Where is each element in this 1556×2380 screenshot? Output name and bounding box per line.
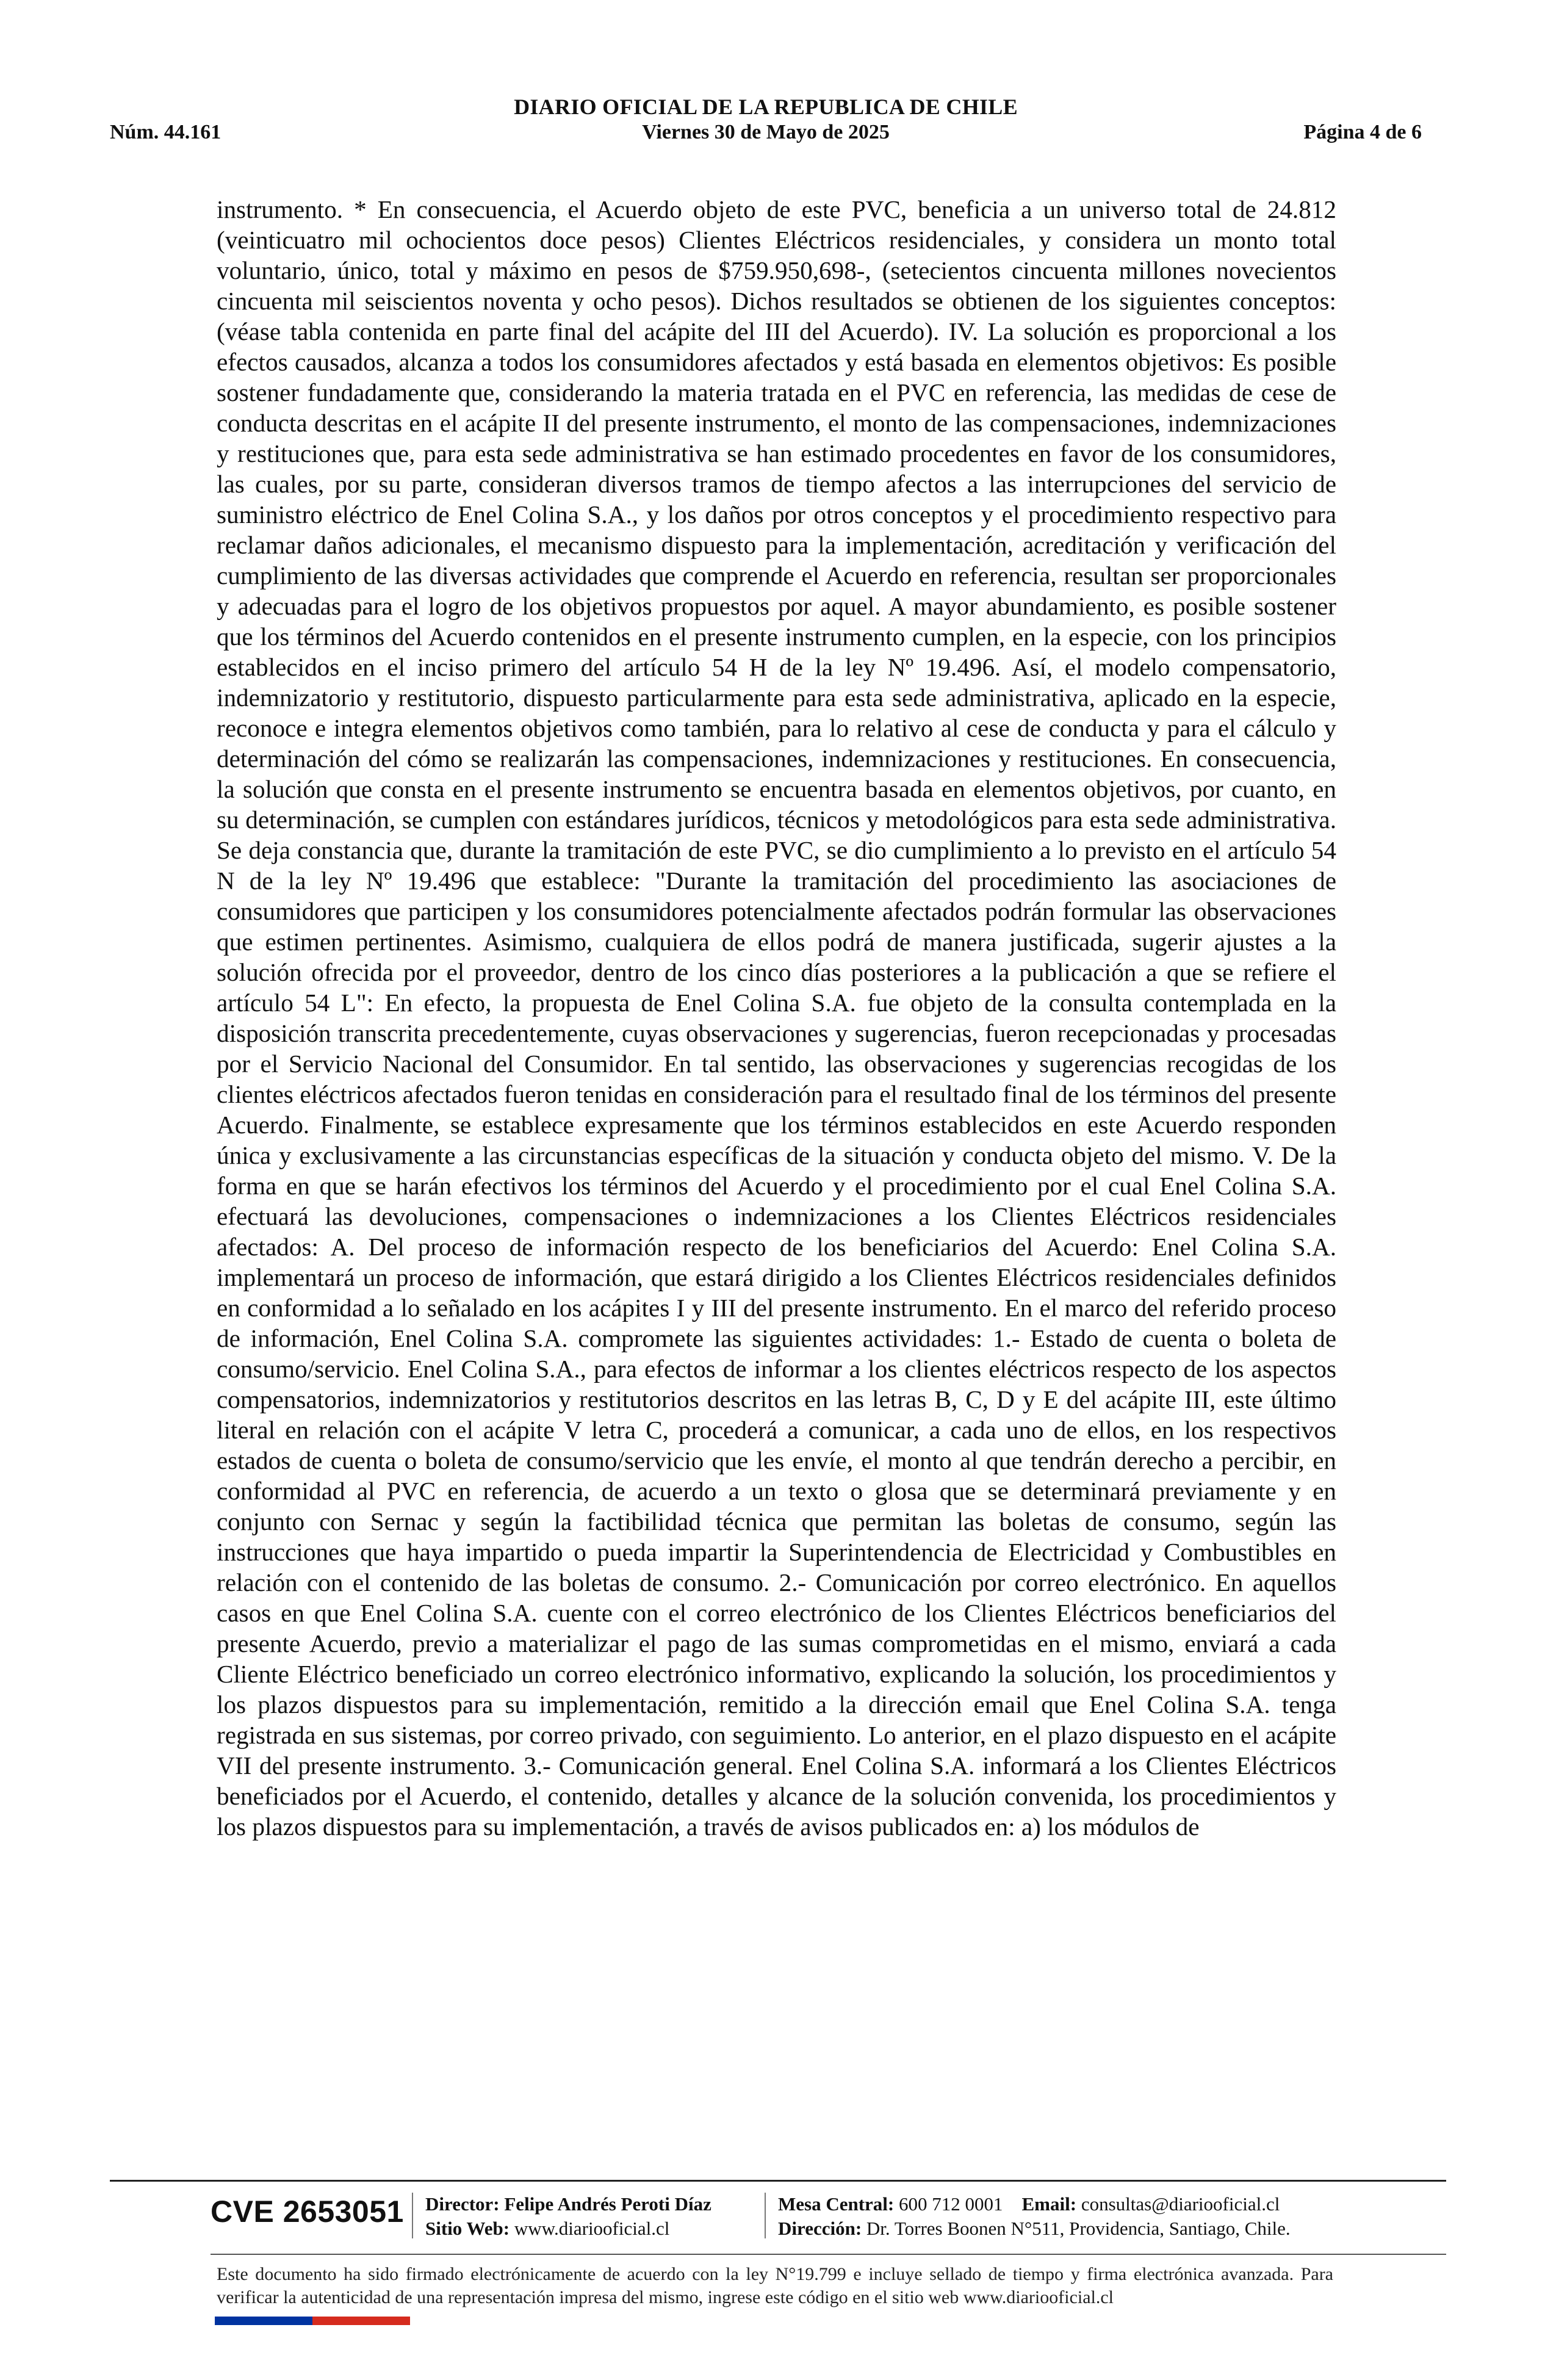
director-label: Director: — [425, 2193, 500, 2215]
site-label: Sitio Web: — [425, 2218, 510, 2239]
issue-number: Núm. 44.161 — [110, 121, 222, 143]
footer-separator — [412, 2193, 413, 2238]
document-body — [217, 194, 1336, 2122]
email-link[interactable]: consultas@diariooficial.cl — [1081, 2193, 1280, 2215]
director-name: Felipe Andrés Peroti Díaz — [504, 2193, 711, 2215]
address-value: Dr. Torres Boonen N°511, Providencia, Santiago, Chile. — [866, 2218, 1291, 2239]
body-paragraph: instrumento. * En consecuencia, el Acuerdo objeto de este PVC, beneficia a un universo total de 24.812 (veinticuatro mil ochocientos doce pesos) Clientes Eléctricos residenciales, y considera un monto total voluntario, único, total y máximo en pesos de $759.950,698-, (setecientos cincuenta millones novecientos cincuenta mil seiscientos noventa y ocho pesos). Dichos resultados se obtienen de los siguientes conceptos: (véase tabla contenida en parte final del acápite del III del Acuerdo). IV. La solución es proporcional a los efectos causados, alcanza a todos los consumidores afectados y está basada en elementos objetivos: Es posible sostener fundadamente que, considerando la materia tratada en el PVC en referencia, las medidas de cese de conducta descritas en el acápite II del presente instrumento, el monto de las compensaciones, indemnizaciones y restituciones que, para esta sede administrativa se han estimado procedentes en favor de los consumidores, las cuales, por su parte, consideran diversos tramos de tiempo afectos a las interrupciones del servicio de suministro eléctrico de Enel Colina S.A., y los daños por otros conceptos y el procedimiento respectivo para reclamar daños adicionales, el mecanismo dispuesto para la implementación, acreditación y verificación del cumplimiento de las diversas actividades que comprende el Acuerdo en referencia, resultan ser proporcionales y adecuadas para el logro de los objetivos propuestos por aquel. A mayor abundamiento, es posible sostener que los términos del Acuerdo contenidos en el presente instrumento cumplen, en la especie, con los principios establecidos en el inciso primero del artículo 54 H de la ley Nº 19.496. Así, el modelo compensatorio, indemnizatorio y restitutorio, dispuesto particularmente para esta sede administrativa, aplicado en la especie, reconoce e integra elementos objetivos como también, para lo relativo al cese de conducta y para el cálculo y determinación del cómo se realizarán las compensaciones, indemnizaciones y restituciones. En consecuencia, la solución que consta en el presente instrumento se encuentra basada en elementos objetivos, por cuanto, en su determinación, se cumplen con estándares jurídicos, técnicos y metodológicos para esta sede administrativa. Se deja constancia que, durante la tramitación de este PVC, se dio cumplimiento a lo previsto en el artículo 54 N de la ley Nº 19.496 que establece: "Durante la tramitación del procedimiento las asociaciones de consumidores que participen y los consumidores potencialmente afectados podrán formular las observaciones que estimen pertinentes. Asimismo, cualquiera de ellos podrá de manera justificada, sugerir ajustes a la solución ofrecida por el proveedor, dentro de los cinco días posteriores a la publicación a que se refiere el artículo 54 L": En efecto, la propuesta de Enel Colina S.A. fue objeto de la consulta contemplada en la disposición transcrita precedentemente, cuyas observaciones y sugerencias, fueron recepcionadas y procesadas por el Servicio Nacional del Consumidor. En tal sentido, las observaciones y sugerencias recogidas de los clientes eléctricos afectados fueron tenidas en consideración para el resultado final de los términos del presente Acuerdo. Finalmente, se establece expresamente que los términos establecidos en este Acuerdo responden única y exclusivamente a las circunstancias específicas de la situación y conducta objeto del mismo. V. De la forma en que se harán efectivos los términos del Acuerdo y el procedimiento por el cual Enel Colina S.A. efectuará las devoluciones, compensaciones o indemnizaciones a los Clientes Eléctricos residenciales afectados: A. Del proceso de información respecto de los beneficiarios del Acuerdo: Enel Colina S.A. implementará un proceso de información, que estará dirigido a los Clientes Eléctricos residenciales definidos en conformidad a lo señalado en los acápites I y III del presente instrumento. En el marco del referido proceso de información, Enel Colina S.A. compromete las siguientes actividades: 1.- Estado de cuenta o boleta de consumo/servicio. Enel Colina S.A., para efectos de informar a los clientes eléctricos respecto de los aspectos compensatorios, indemnizatorios y restitutorios descritos en las letras B, C, D y E del acápite III, este último literal en relación con el acápite V letra C, procederá a comunicar, a cada uno de ellos, en los respectivos estados de cuenta o boleta de consumo/servicio que les envíe, el monto al que tendrán derecho a percibir, en conformidad al PVC en referencia, de acuerdo a un texto o glosa que se determinará previamente y en conjunto con Sernac y según la factibilidad técnica que permitan las boletas de consumo, según las instrucciones que haya impartido o pueda impartir la Superintendencia de Electricidad y Combustibles en relación con el contenido de las boletas de consumo. 2.- Comunicación por correo electrónico. En aquellos casos en que Enel Colina S.A. cuente con el correo electrónico de los Clientes Eléctricos beneficiarios del presente Acuerdo, previo a materializar el pago de las sumas comprometidas en el mismo, enviará a cada Cliente Eléctrico beneficiado un correo electrónico informativo, explicando la solución, los procedimientos y los plazos dispuestos para su implementación, remitido a la dirección email que Enel Colina S.A. tenga registrada en sus sistemas, por correo privado, con seguimiento. Lo anterior, en el plazo dispuesto en el acápite VII del presente instrumento. 3.- Comunicación general. Enel Colina S.A. informará a los Clientes Eléctricos beneficiados por el Acuerdo, el contenido, detalles y alcance de la solución convenida, los procedimientos y los plazos dispuestos para su implementación, a través de avisos publicados en: a) los módulos de — [217, 195, 1336, 1841]
issue-date: Viernes 30 de Mayo de 2025 — [642, 121, 890, 143]
footer-director-block — [425, 2192, 711, 2241]
page-header — [110, 92, 1422, 153]
page-number: Página 4 de 6 — [1303, 121, 1422, 143]
footer-divider-2 — [211, 2254, 1446, 2255]
flag-red-segment — [312, 2317, 410, 2325]
address-label: Dirección: — [778, 2218, 862, 2239]
legal-notice: Este documento ha sido firmado electrónicamente de acuerdo con la ley N°19.799 e incluye sellado de tiempo y firma electrónica avanzada. Para verificar la autenticidad de una representación impresa del mismo, ingrese este código en el sitio web www.diariooficial.cl — [217, 2264, 1333, 2307]
newspaper-title: DIARIO OFICIAL DE LA REPUBLICA DE CHILE — [514, 95, 1018, 119]
chile-flag-stripe — [215, 2317, 410, 2325]
phone-label: Mesa Central: — [778, 2193, 895, 2215]
site-link[interactable]: www.diariooficial.cl — [514, 2218, 670, 2239]
cve-code: CVE 2653051 — [211, 2194, 404, 2229]
footer-divider — [110, 2180, 1446, 2182]
footer-contact-block — [778, 2192, 1291, 2241]
email-label: Email: — [1021, 2193, 1077, 2215]
flag-blue-segment — [215, 2317, 312, 2325]
footer-separator — [765, 2193, 766, 2238]
phone-value: 600 712 0001 — [899, 2193, 1003, 2215]
